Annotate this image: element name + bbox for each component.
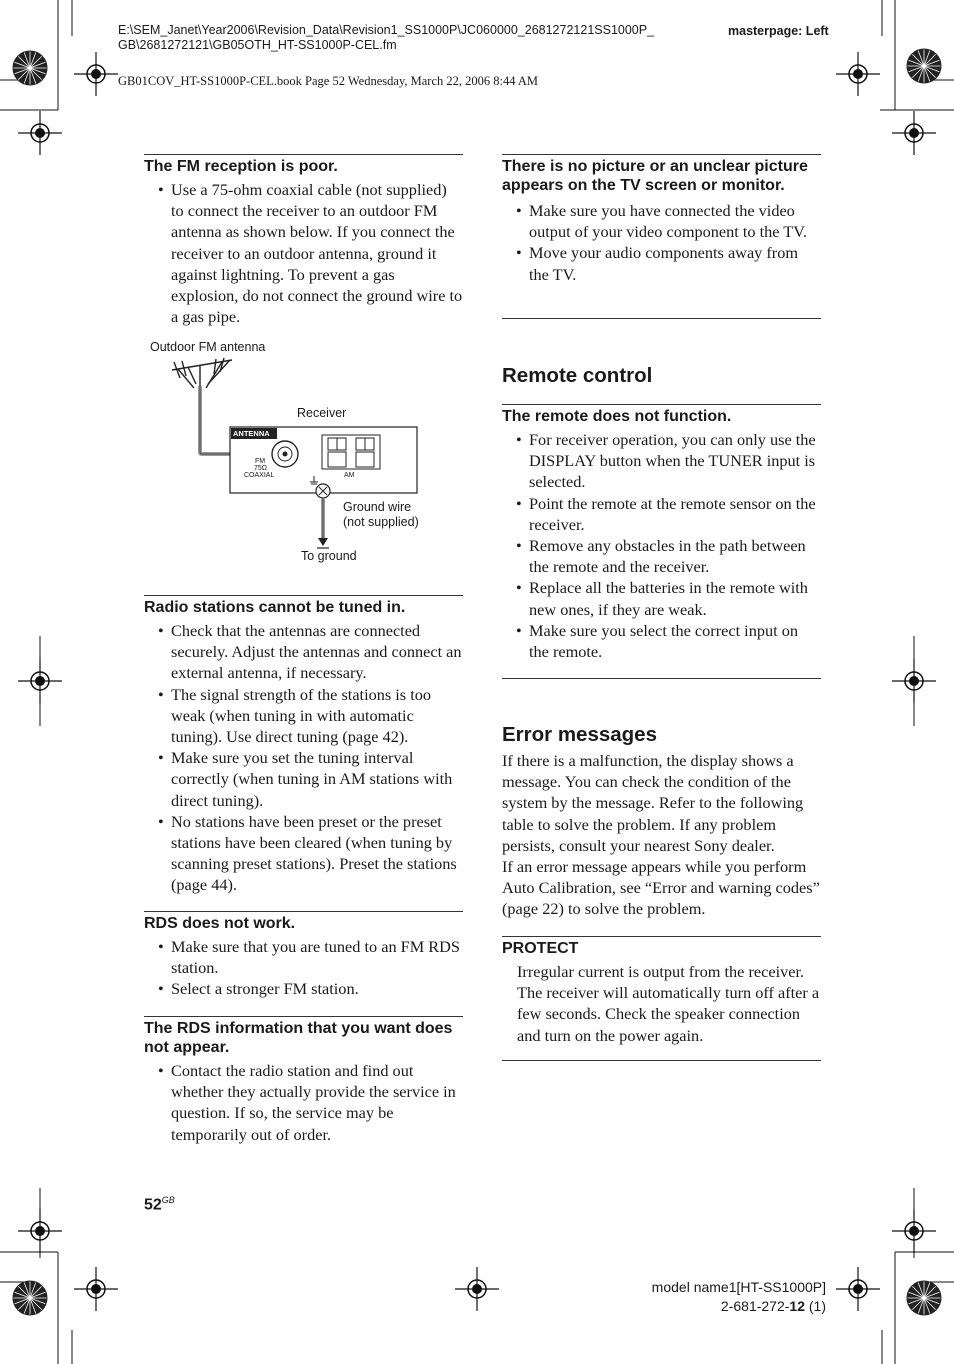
- list-item: • Replace all the batteries in the remote with new ones, if they are weak.: [529, 577, 821, 619]
- part-code: 2-681-272-12 (1): [720, 1298, 826, 1314]
- list-item: • Make sure you select the correct input on the remote.: [529, 620, 821, 662]
- list-item: • Move your audio components away from the TV.: [529, 242, 821, 284]
- ohm-label: 75Ω: [254, 465, 268, 472]
- section-radio-stations: [144, 595, 463, 896]
- section-end-rule: [502, 1060, 821, 1061]
- protect-title: PROTECT: [502, 940, 579, 957]
- ground-wire-note: (not supplied): [343, 515, 419, 529]
- file-path-line1: E:\SEM_Janet\Year2006\Revision_Data\Revision1_SS1000P\JC060000_2681272121SS1000P_: [118, 23, 655, 37]
- rds-bullets: [144, 936, 463, 1000]
- list-item: • Use a 75-ohm coaxial cable (not supplied) to connect the receiver to an outdoor FM antenna as shown below. If you connect the receiver to an outdoor antenna, ground it against lightning. To prevent a gas explosion, do not connect the ground wire to a gas pipe.: [171, 179, 463, 327]
- book-info-line: GB01COV_HT-SS1000P-CEL.book Page 52 Wednesday, March 22, 2006 8:44 AM: [118, 74, 539, 88]
- file-path-line2: GB\2681272121\GB05OTH_HT-SS1000P-CEL.fm: [118, 38, 397, 52]
- remote-control-heading: Remote control: [502, 364, 653, 387]
- page-number-value: 52: [144, 1196, 162, 1214]
- no-picture-title: There is no picture or an unclear picture appears on the TV screen or monitor.: [502, 158, 808, 194]
- no-picture-bullets: [502, 200, 821, 285]
- radio-stations-bullets: [144, 620, 463, 896]
- list-item: • No stations have been preset or the preset stations have been cleared (when tuning by scanning preset stations). Preset the stations (page 44).: [171, 811, 463, 896]
- rds-info-title: The RDS information that you want does not appear.: [144, 1020, 453, 1056]
- list-item: • The signal strength of the stations is too weak (when tuning in with automatic tuning). Use direct tuning (page 42).: [171, 684, 463, 748]
- protect-description: Irregular current is output from the receiver. The receiver will automatically turn off after a few seconds. Check the speaker connection and turn on the power again.: [517, 962, 820, 1045]
- list-item: • Contact the radio station and find out whether they actually provide the service in question. If so, the service may be temporarily out of order.: [171, 1060, 463, 1145]
- list-item: • Select a stronger FM station.: [171, 978, 463, 999]
- section-rds-info: [144, 1016, 463, 1145]
- error-intro-paragraph: If there is a malfunction, the display shows a message. You can check the condition of the system by the message. Refer to the following table to solve the problem. If any problem persists, consult your nearest Sony dealer.: [502, 751, 804, 855]
- page-number: [144, 1195, 175, 1214]
- error-messages-heading: Error messages: [502, 723, 657, 746]
- fm-label: FM: [255, 458, 266, 465]
- coaxial-label: COAXIAL: [244, 472, 275, 479]
- remote-bullets: [502, 429, 821, 662]
- section-end-rule: [502, 678, 821, 679]
- to-ground-label: To ground: [301, 549, 357, 563]
- section-protect: [502, 936, 821, 1046]
- section-end-rule: [502, 318, 821, 319]
- section-rds: [144, 911, 463, 1000]
- error-messages-body: [502, 750, 821, 920]
- error-calibration-paragraph: If an error message appears while you perform Auto Calibration, see “Error and warning codes” (page 22) to solve the problem.: [502, 857, 820, 919]
- list-item: • Check that the antennas are connected securely. Adjust the antennas and connect an external antenna, if necessary.: [171, 620, 463, 684]
- list-item: • For receiver operation, you can only use the DISPLAY button when the TUNER input is selected.: [529, 429, 821, 493]
- antenna-wiring-drawing: [144, 338, 463, 570]
- page-number-suffix: GB: [161, 1195, 175, 1205]
- outdoor-antenna-label: Outdoor FM antenna: [150, 340, 266, 354]
- rds-title: RDS does not work.: [144, 915, 296, 932]
- model-name: model name1[HT-SS1000P]: [651, 1279, 826, 1295]
- fm-reception-bullets: [144, 179, 463, 327]
- list-item: • Remove any obstacles in the path between the remote and the receiver.: [529, 535, 821, 577]
- section-no-picture: [502, 154, 821, 285]
- antenna-diagram: [144, 338, 463, 570]
- list-item: • Make sure you have connected the video output of your video component to the TV.: [529, 200, 821, 242]
- list-item: • Make sure that you are tuned to an FM RDS station.: [171, 936, 463, 978]
- file-path: [118, 23, 654, 53]
- am-label: AM: [344, 472, 355, 479]
- masterpage-label: masterpage: Left: [728, 24, 829, 38]
- list-item: • Point the remote at the remote sensor on the receiver.: [529, 493, 821, 535]
- section-fm-reception: [144, 154, 463, 327]
- list-item: • Make sure you set the tuning interval correctly (when tuning in AM stations with direct tuning).: [171, 747, 463, 811]
- model-info: [652, 1278, 826, 1316]
- fm-reception-title: The FM reception is poor.: [144, 158, 338, 175]
- ground-wire-label: Ground wire: [343, 500, 412, 514]
- remote-title: The remote does not function.: [502, 408, 732, 425]
- radio-stations-title: Radio stations cannot be tuned in.: [144, 599, 406, 616]
- antenna-tag-label: ANTENNA: [233, 429, 270, 438]
- receiver-label: Receiver: [297, 406, 347, 420]
- section-remote: [502, 404, 821, 662]
- rds-info-bullets: [144, 1060, 463, 1145]
- arrow-down-icon: [318, 538, 328, 546]
